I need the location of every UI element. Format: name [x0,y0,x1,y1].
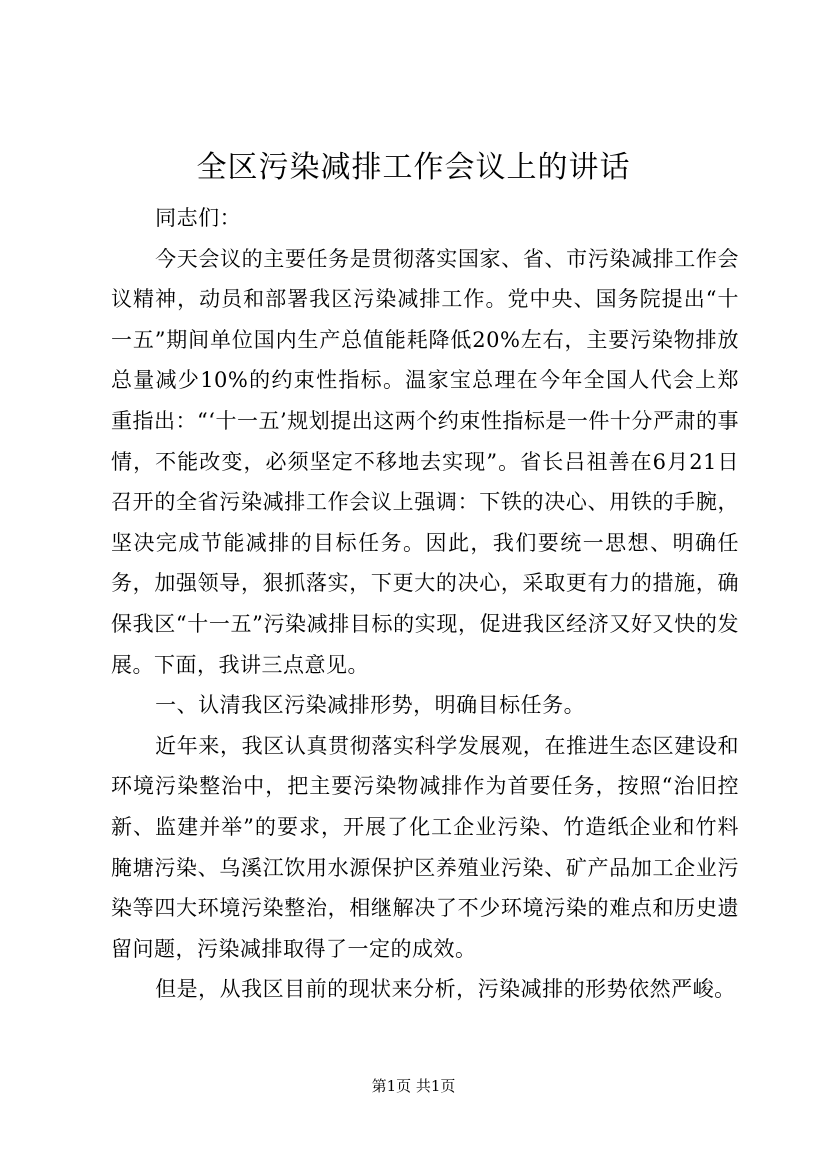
page-footer [0,1076,827,1096]
page-number-label: 第1页 共1页 [371,1077,456,1095]
document-body [111,198,739,1010]
body-paragraph: 近年来，我区认真贯彻落实科学发展观，在推进生态区建设和环境污染整治中，把主要污染物减排作为首要任务，按照“治旧控新、监建并举”的要求，开展了化工企业污染、竹造纸企业和竹料腌塘污染、乌溪江饮用水源保护区养殖业污染、矿产品加工企业污染等四大环境污染整治，相继解决了不少环境污染的难点和历史遗留问题，污染减排取得了一定的成效。 [111,733,739,961]
document-title: 全区污染减排工作会议上的讲话 [196,150,631,185]
body-paragraph: 但是，从我区目前的现状来分析，污染减排的形势依然严峻。 [155,977,736,1002]
section-heading: 一、认清我区污染减排形势，明确目标任务。 [155,693,586,718]
salutation-paragraph: 同志们： [155,206,242,230]
body-paragraph: 今天会议的主要任务是贯彻落实国家、省、市污染减排工作会议精神，动员和部署我区污染减排工作。党中央、国务院提出“十一五”期间单位国内生产总值能耗降低20%左右，主要污染物排放总量减少10%的约束性指标。温家宝总理在今年全国人代会上郑重指出：“‘十一五’规划提出这两个约束性指标是一件十分严肃的事情，不能改变，必须坚定不移地去实现”。省长吕祖善在6月21日召开的全省污染减排工作会议上强调：下铁的决心、用铁的手腕，坚决完成节能减排的目标任务。因此，我们要统一思想、明确任务，加强领导，狠抓落实，下更大的决心，采取更有力的措施，确保我区“十一五”污染减排目标的实现，促进我区经济又好又快的发展。下面，我讲三点意见。 [111,246,739,677]
